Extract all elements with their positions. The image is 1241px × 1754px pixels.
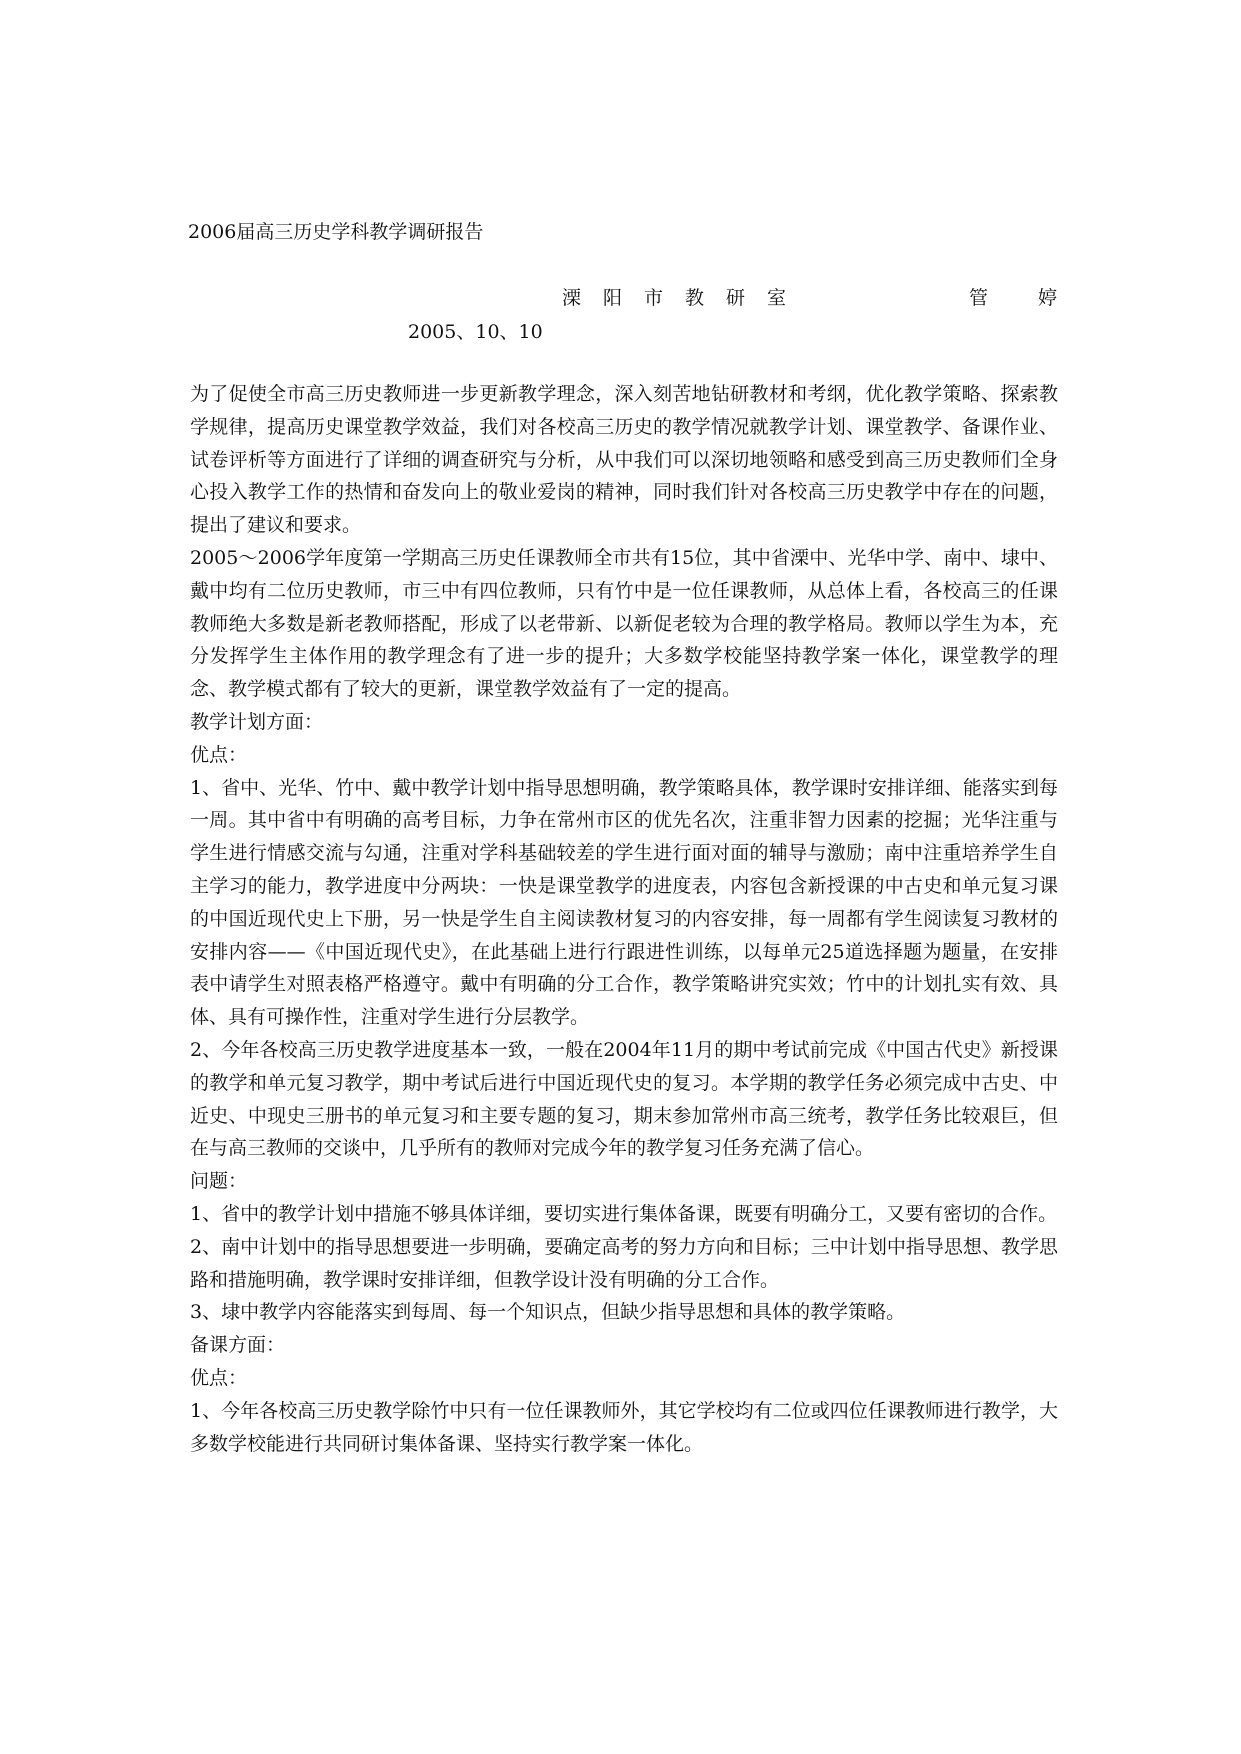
- paragraph-overview: 2005～2006学年度第一学期高三历史任课教师全市共有15位，其中省溧中、光华中学、南中、埭中、戴中均有二位历史教师，市三中有四位教师，只有竹中是一位任课教师，从总体上看，各校高三的任课教师绝大多数是新老教师搭配，形成了以老带新、以新促老较为合理的教学格局。教师以学生为本，充分发挥学生主体作用的教学理念有了进一步的提升；大多数学校能坚持教学案一体化，课堂教学的理念、教学模式都有了较大的更新，课堂教学效益有了一定的提高。: [190, 546, 1058, 701]
- list-item-plan-problem-2: 2、南中计划中的指导思想要进一步明确，要确定高考的努力方向和目标；三中计划中指导思想、教学思路和措施明确，教学课时安排详细，但教学设计没有明确的分工合作。: [190, 1235, 1058, 1291]
- list-item-plan-strength-2: 2、今年各校高三历史教学进度基本一致，一般在2004年11月的期中考试前完成《中国古代史》新授课的教学和单元复习教学，期中考试后进行中国近现代史的复习。本学期的教学任务必须完成中古史、中近史、中现史三册书的单元复习和主要专题的复习，期末参加常州市高三统考，教学任务比较艰巨，但在与高三教师的交谈中，几乎所有的教师对完成今年的教学复习任务充满了信心。: [190, 1038, 1058, 1160]
- section-heading-lesson-prep: 备课方面：: [190, 1334, 286, 1357]
- list-item-plan-strength-1: 1、省中、光华、竹中、戴中教学计划中指导思想明确，教学策略具体，教学课时安排详细、能落实到每一周。其中省中有明确的高考目标，力争在常州市区的优先名次，注重非智力因素的挖掘；光华注重与学生进行情感交流与勾通，注重对学科基础较差的学生进行面对面的辅导与激励；南中注重培养学生自主学习的能力，教学进度中分两块：一快是课堂教学的进度表，内容包含新授课的中古史和单元复习课的中国近现代史上下册，另一快是学生自主阅读教材复习的内容安排，每一周都有学生阅读复习教材的安排内容——《中国近现代史》，在此基础上进行行跟进性训练，以每单元25道选择题为题量，在安排表中请学生对照表格严格遵守。戴中有明确的分工合作，教学策略讲究实效；竹中的计划扎实有效、具体、具有可操作性，注重对学生进行分层教学。: [190, 776, 1058, 1029]
- subheading-strengths: 优点：: [190, 1366, 248, 1389]
- section-heading-teaching-plan: 教学计划方面：: [190, 710, 324, 733]
- document-date: 2005、10、10: [408, 321, 543, 343]
- document-title: 2006届高三历史学科教学调研报告: [188, 221, 484, 243]
- organization-name: 溧阳市教研室: [562, 287, 809, 309]
- byline: [562, 283, 1107, 313]
- list-item-plan-problem-1: 1、省中的教学计划中措施不够具体详细，要切实进行集体备课，既要有明确分工，又要有密切的合作。: [190, 1202, 1058, 1225]
- list-item-plan-problem-3: 3、埭中教学内容能落实到每周、每一个知识点，但缺少指导思想和具体的教学策略。: [190, 1301, 906, 1324]
- paragraph-intro: 为了促使全市高三历史教师进一步更新教学理念，深入刻苦地钻研教材和考纲，优化教学策略、探索教学规律，提高历史课堂教学效益，我们对各校高三历史的教学情况就教学计划、课堂教学、备课作业、试卷评析等方面进行了详细的调查研究与分析，从中我们可以深切地领略和感受到高三历史教师们全身心投入教学工作的热情和奋发向上的敬业爱岗的精神，同时我们针对各校高三历史教学中存在的问题，提出了建议和要求。: [190, 383, 1058, 537]
- list-item-prep-strength-1: 1、今年各校高三历史教学除竹中只有一位任课教师外，其它学校均有二位或四位任课教师进行教学，大多数学校能进行共同研讨集体备课、坚持实行教学案一体化。: [190, 1399, 1058, 1455]
- subheading-problems: 问题：: [190, 1170, 248, 1193]
- author-name: 管婷: [968, 287, 1107, 309]
- document-body: [190, 378, 1058, 1460]
- subheading-strengths: 优点：: [190, 743, 248, 766]
